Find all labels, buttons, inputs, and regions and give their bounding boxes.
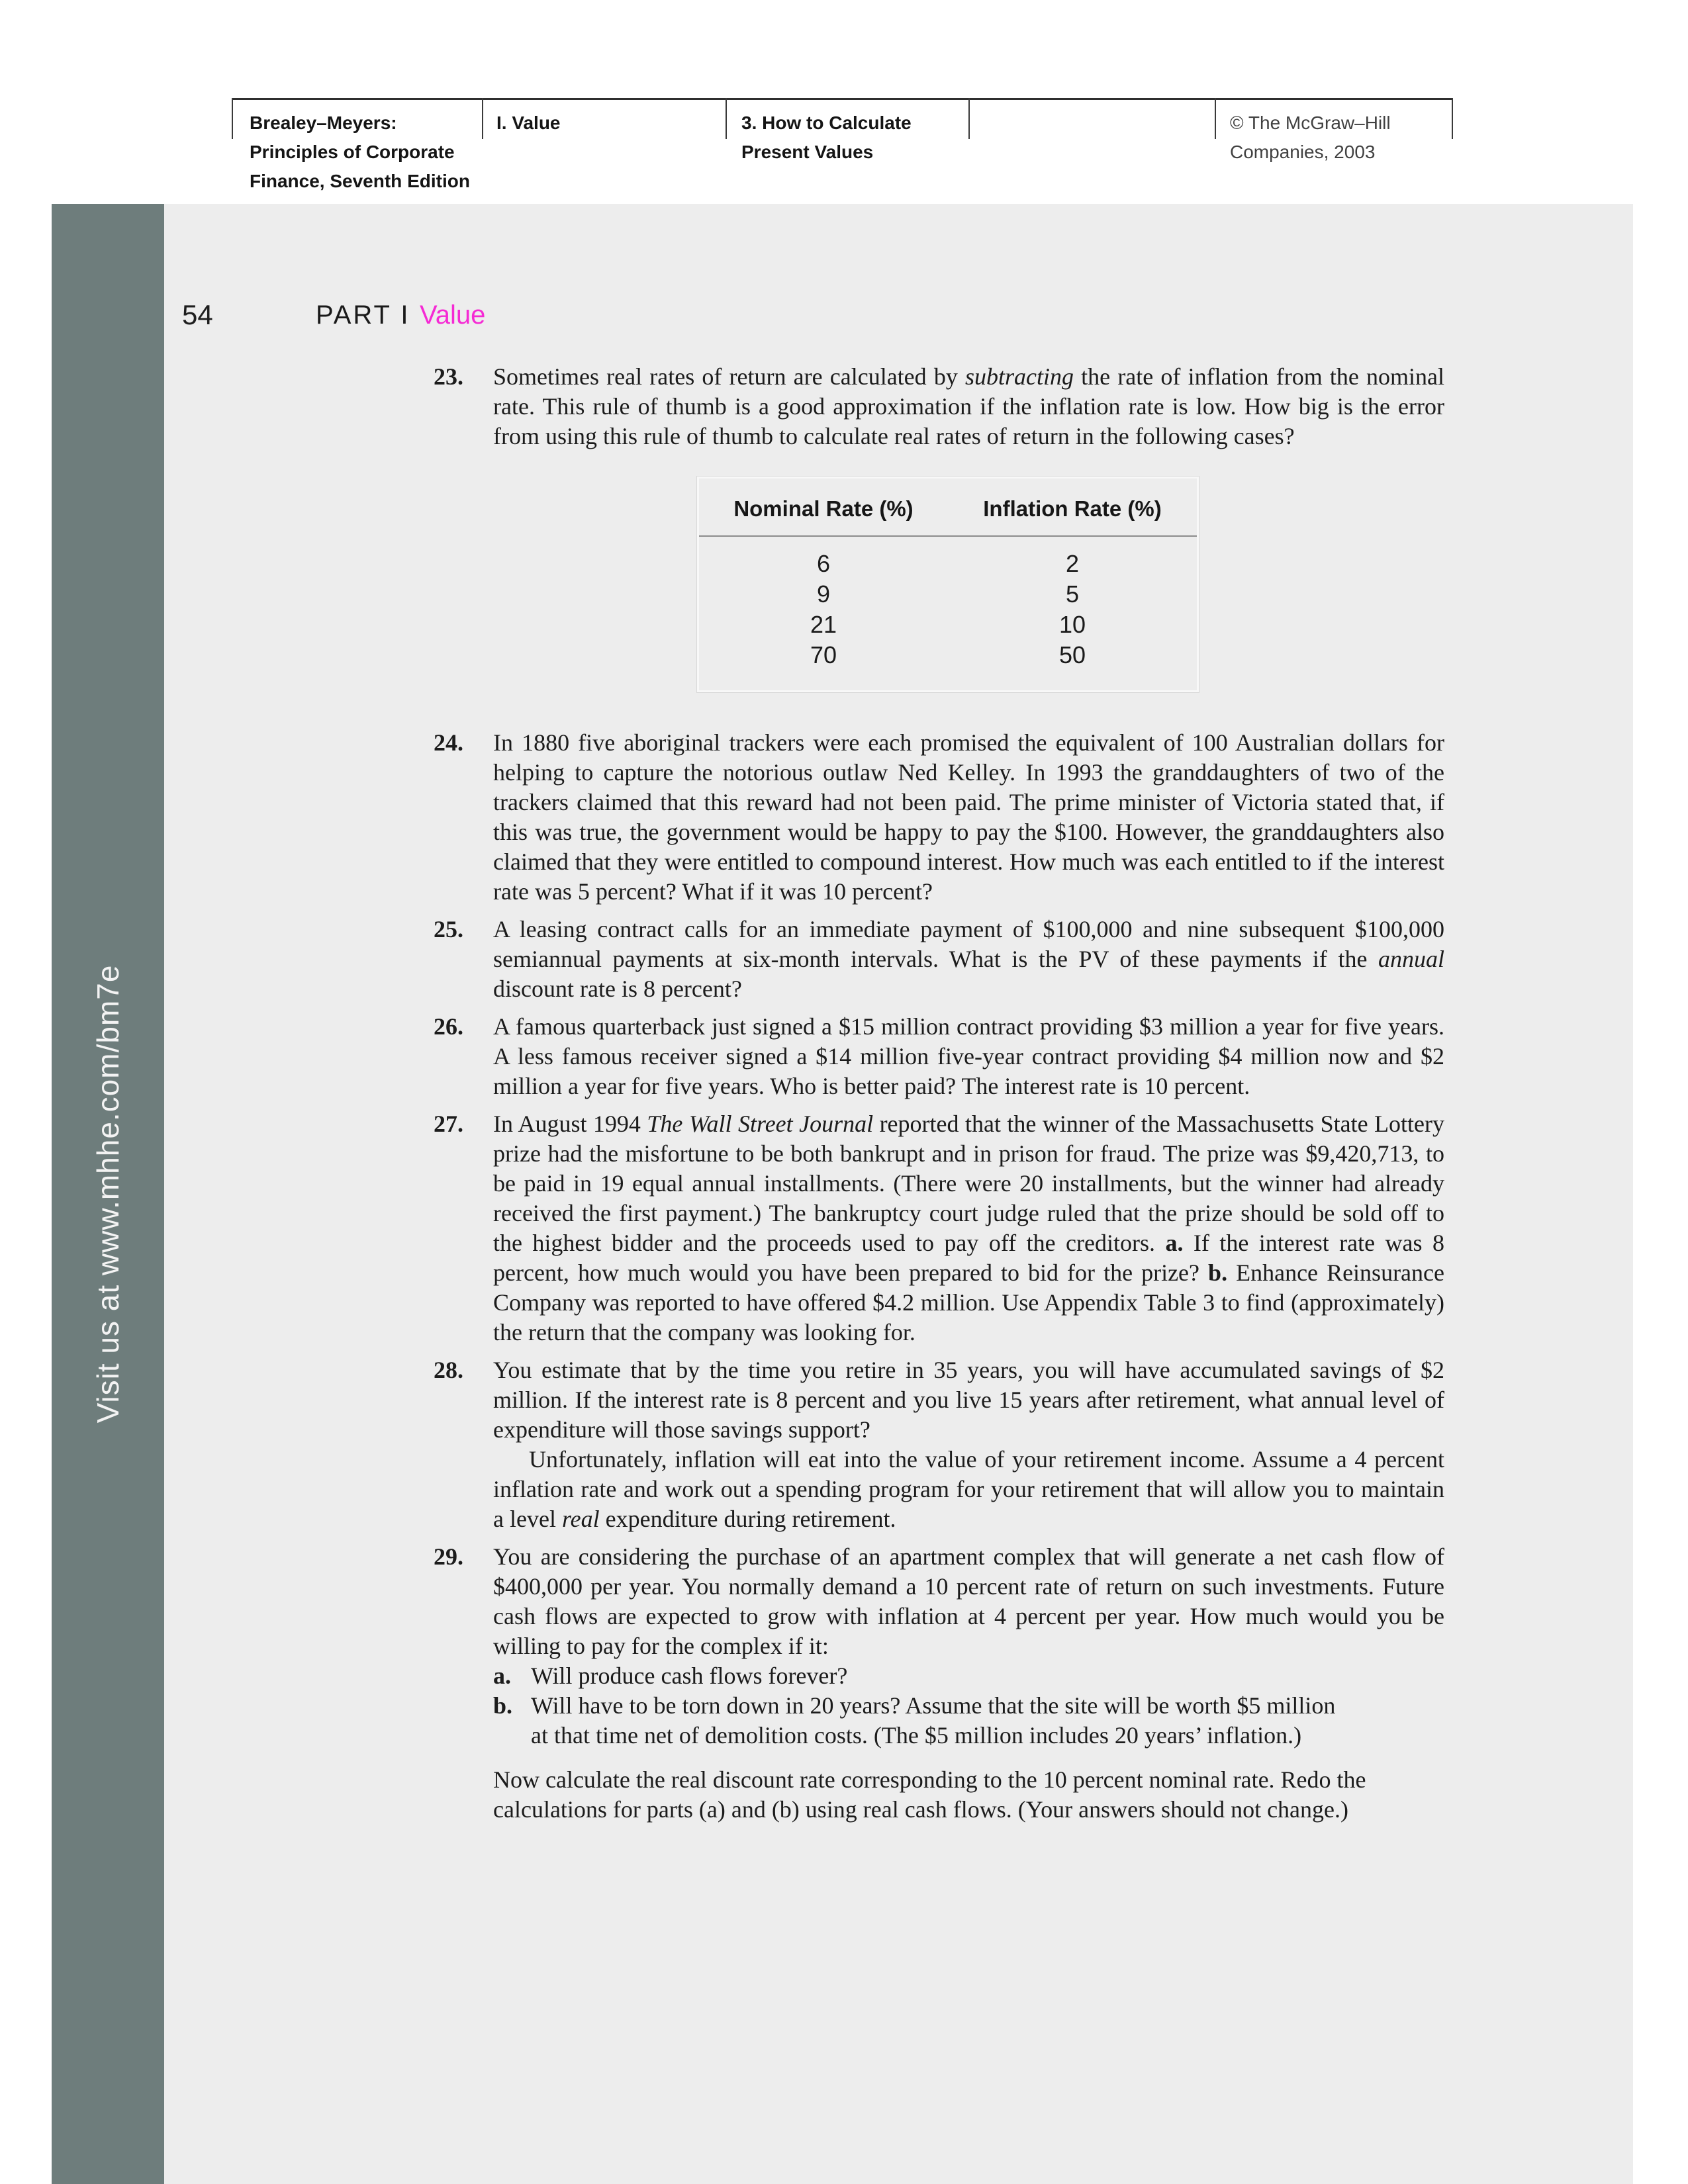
subpart-text: Will have to be torn down in 20 years? Assume that the site will be worth $5 million at that time net of demolition costs. (The $5 million includes 20 years’ inflation.)	[531, 1692, 1336, 1749]
problem-25	[434, 915, 1444, 1004]
rates-table	[697, 477, 1199, 692]
subpart-marker: b.	[493, 1692, 513, 1719]
table-row: 70 50	[810, 641, 1086, 668]
problem-text: In 1880 five aboriginal trackers were each promised the equivalent of 100 Australian dollars for helping to capture the notorious outlaw Ned Kelley. In 1993 the granddaughters of two of the trackers claimed that this reward had not been paid. The prime minister of Victoria stated that, if this was true, the government would be happy to pay the $100. However, the granddaughters also claimed that they were entitled to compound interest. How much was each entitled to if the interest rate was 5 percent? What if it was 10 percent?	[493, 729, 1444, 905]
problem-26	[434, 1012, 1444, 1101]
problem-24	[434, 728, 1444, 907]
problem-text: You are considering the purchase of an apartment complex that will generate a net cash flow of $400,000 per year. You normally demand a 10 percent rate of return on such investments. Future cash flows are expected to grow with inflation at 4 percent per year. How much would you be willing to pay for the complex if it:	[493, 1543, 1444, 1659]
sidebar-url-label: Visit us at www.mhhe.com/bm7e	[91, 964, 125, 1424]
subpart-a	[493, 1661, 1444, 1691]
closing-paragraph: Now calculate the real discount rate corresponding to the 10 percent nominal rate. Redo the calculations for parts (a) and (b) using real cash flows. (Your answers should not change.)	[493, 1766, 1366, 1823]
masthead-part: I. Value	[496, 113, 561, 133]
problem-29	[434, 1542, 1444, 1751]
problem-text-continued: Unfortunately, inflation will eat into the value of your retirement income. Assume a 4 percent inflation rate and work out a spending program for your retirement that will allow you to maintain a level real expenditure during retirement.	[493, 1446, 1444, 1532]
problem-number: 27.	[434, 1111, 463, 1137]
problem-number: 28.	[434, 1357, 463, 1383]
website-sidebar	[52, 204, 164, 2184]
subpart-marker: a.	[493, 1662, 511, 1689]
masthead-divider	[726, 98, 727, 139]
problem-text: You estimate that by the time you retire in 35 years, you will have accumulated savings of $2 million. If the interest rate is 8 percent and you live 15 years after retirement, what annual level of expenditure will those savings support?	[493, 1357, 1444, 1443]
masthead-divider	[1215, 98, 1216, 139]
problem-23	[434, 362, 1444, 451]
problem-number: 25.	[434, 916, 463, 942]
rates-table-header	[699, 478, 1197, 537]
problem-number: 29.	[434, 1543, 463, 1570]
part-title: Value	[420, 300, 486, 330]
part-label: PART I	[316, 300, 410, 330]
column-header: Nominal Rate (%)	[733, 496, 914, 521]
problem-number: 26.	[434, 1013, 463, 1040]
problem-subparts	[493, 1661, 1444, 1751]
problem-28	[434, 1355, 1444, 1534]
masthead-book-title: Brealey–Meyers: Principles of Corporate Finance, Seventh Edition	[250, 113, 470, 191]
table-row: 9 5	[816, 580, 1080, 608]
masthead-divider	[232, 98, 233, 139]
column-header: Inflation Rate (%)	[983, 496, 1162, 521]
problem-text: A leasing contract calls for an immediate payment of $100,000 and nine subsequent $100,000 semiannual payments at six-month intervals. What is the PV of these payments if the annual discount rate is 8 percent?	[493, 916, 1444, 1002]
problem-text: A famous quarterback just signed a $15 million contract providing $3 million a year for five years. A less famous receiver signed a $14 million five-year contract providing $4 million now and $2 million a year for five years. Who is better paid? The interest rate is 10 percent.	[493, 1013, 1444, 1099]
problem-27	[434, 1109, 1444, 1347]
problem-text: Sometimes real rates of return are calculated by subtracting the rate of inflation from the nominal rate. This rule of thumb is a good approximation if the inflation rate is low. How big is the error from using this rule of thumb to calculate real rates of return in the following cases?	[493, 363, 1444, 449]
masthead-publisher: © The McGraw–Hill Companies, 2003	[1230, 113, 1391, 162]
problem-text: In August 1994 The Wall Street Journal reported that the winner of the Massachusetts State Lottery prize had the misfortune to be both bankrupt and in prison for fraud. The prize was $9,420,713, to be paid in 19 equal annual installments. (There were 20 installments, but the winner had already received the first payment.) The bankruptcy court judge ruled that the prize should be sold off to the highest bidder and the proceeds used to pay off the creditors. a. If the interest rate was 8 percent, how much would you have been prepared to bid for the prize? b. Enhance Reinsurance Company was reported to have offered $4.2 million. Use Appendix Table 3 to find (approximately) the return that the company was looking for.	[493, 1111, 1445, 1345]
masthead-divider	[482, 98, 483, 139]
table-row: 21 10	[810, 611, 1086, 638]
masthead-chapter: 3. How to Calculate Present Values	[741, 113, 912, 162]
subpart-b	[493, 1691, 1444, 1751]
table-row: 6 2	[816, 550, 1080, 577]
page-number: 54	[182, 299, 213, 330]
subpart-text: Will produce cash flows forever?	[531, 1662, 848, 1689]
problem-number: 24.	[434, 729, 463, 756]
problems-column	[434, 362, 1444, 1825]
masthead-divider	[1452, 98, 1453, 139]
rates-table-body	[699, 537, 1197, 690]
problem-number: 23.	[434, 363, 463, 390]
masthead-top-rule	[232, 98, 1453, 100]
